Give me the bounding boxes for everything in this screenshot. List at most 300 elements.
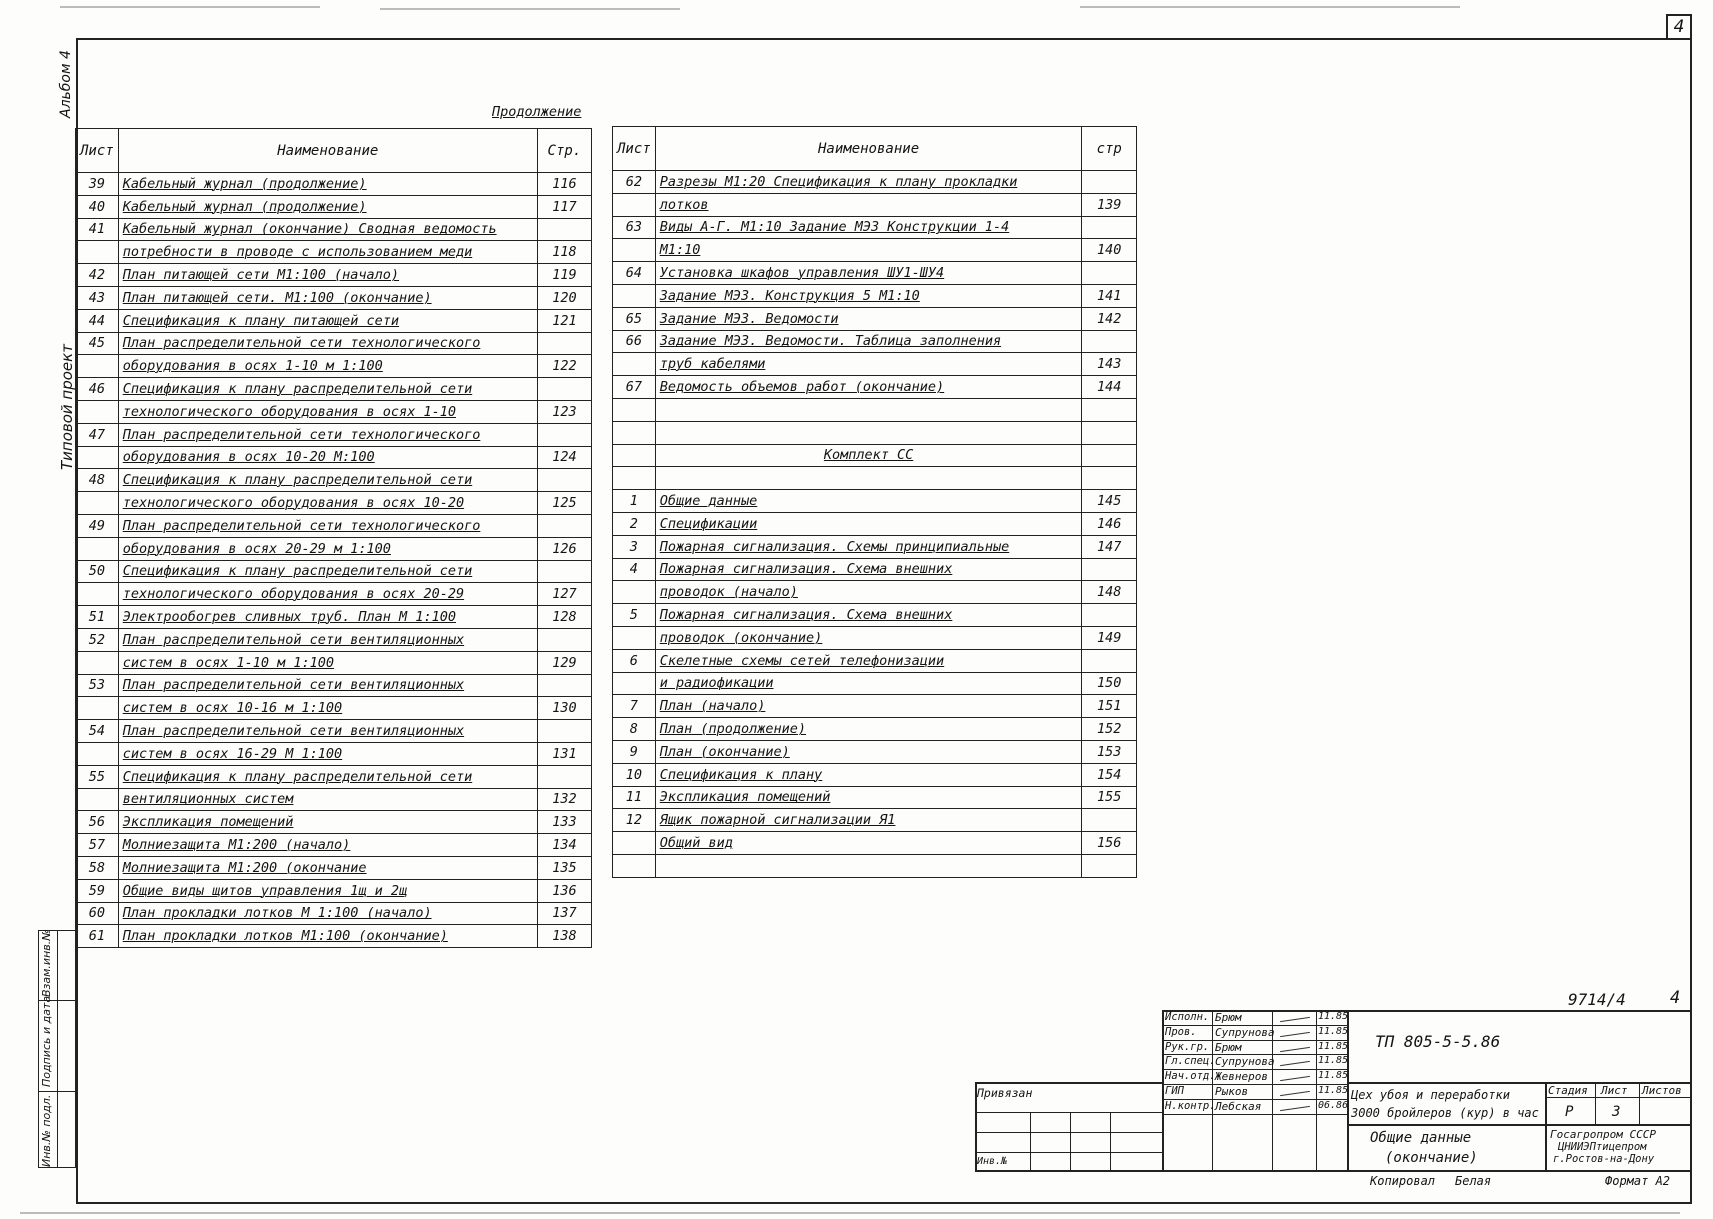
table-row	[76, 195, 592, 218]
sheet-name-cell: проводок (начало)	[655, 581, 1082, 604]
sheet-name-cell	[655, 854, 1082, 877]
page-number-cell	[537, 514, 591, 537]
signature-mark	[1280, 1017, 1310, 1022]
table-row	[613, 763, 1137, 786]
table-row	[76, 400, 592, 423]
sheets-header: Листов	[1642, 1084, 1682, 1097]
sheet-name-cell: Пожарная сигнализация. Схема внешних	[655, 558, 1082, 581]
page-number-cell: 155	[1082, 786, 1137, 809]
org-line2: ЦНИИЭПтицепром	[1558, 1141, 1647, 1153]
page-number-cell: 136	[537, 879, 591, 902]
sheet-number-cell	[76, 583, 119, 606]
sheet-name-cell: Кабельный журнал (окончание) Сводная ведомость	[118, 218, 537, 241]
page-number-cell: 152	[1082, 718, 1137, 741]
signature-mark	[1280, 1106, 1310, 1111]
page-number-cell: 148	[1082, 581, 1137, 604]
continuation-label: Продолжение	[492, 104, 582, 120]
page-number-cell: 134	[537, 834, 591, 857]
page-number-cell	[1082, 809, 1137, 832]
sheet-header: Лист	[1601, 1084, 1628, 1097]
sheet-name-cell: Спецификация к плану распределительной сети	[118, 469, 537, 492]
table-row	[76, 492, 592, 515]
sheet-name-cell: оборудования в осях 10-20 М:100	[118, 446, 537, 469]
table-row	[613, 353, 1137, 376]
sheet-value: 3	[1612, 1104, 1621, 1120]
sheet-name-cell: Электрообогрев сливных труб. План М 1:100	[118, 606, 537, 629]
table-header-row	[613, 127, 1137, 171]
format-label: Формат А2	[1605, 1174, 1671, 1188]
table-row	[76, 469, 592, 492]
page-number-cell: 128	[537, 606, 591, 629]
sheet-number-cell: 52	[76, 628, 119, 651]
person-name: Лебская	[1215, 1099, 1262, 1113]
sheet-name-cell: План распределительной сети вентиляционных	[118, 628, 537, 651]
sheet-number-cell	[76, 788, 119, 811]
page-number-cell: 138	[537, 925, 591, 948]
page-number-cell: 144	[1082, 376, 1137, 399]
table-row	[76, 423, 592, 446]
table-row	[76, 856, 592, 879]
table-row	[613, 490, 1137, 513]
sheet-number-cell	[613, 581, 656, 604]
sheet-name-cell: Задание МЭЗ. Ведомости	[655, 307, 1082, 330]
sheet-name-cell: Установка шкафов управления ШУ1-ШУ4	[655, 262, 1082, 285]
sheet-number-cell	[76, 492, 119, 515]
project-label: Типовой проект	[58, 344, 76, 470]
page-number-cell: 119	[537, 264, 591, 287]
person-date: 11.85	[1318, 1085, 1349, 1096]
page-number-cell: 153	[1082, 740, 1137, 763]
sheet-number-cell	[613, 284, 656, 307]
page-number-cell: 121	[537, 309, 591, 332]
scan-artifact	[380, 8, 680, 10]
person-date: 11.85	[1318, 1025, 1349, 1037]
sheet-number-cell: 46	[76, 378, 119, 401]
sheet-name-cell: План (продолжение)	[655, 718, 1082, 741]
table-row	[613, 626, 1137, 649]
sheet-number-cell: 63	[613, 216, 656, 239]
sheet-number-cell: 45	[76, 332, 119, 355]
table-row	[76, 355, 592, 378]
person-role: Нач.отд.	[1165, 1070, 1216, 1083]
table-row	[613, 216, 1137, 239]
table-row	[613, 444, 1137, 467]
page-number-cell: 139	[1082, 193, 1137, 216]
page-number-cell	[537, 765, 591, 788]
sheet-name-cell: План питающей сети. М1:100 (окончание)	[118, 286, 537, 309]
sheet-number-cell	[76, 697, 119, 720]
header-page: стр	[1082, 127, 1137, 171]
table-row	[613, 695, 1137, 718]
person-name: Брюм	[1215, 1040, 1242, 1054]
sheet-number-cell	[76, 241, 119, 264]
table-row	[76, 583, 592, 606]
sheet-number-cell	[613, 398, 656, 421]
copied-label: Копировал	[1370, 1174, 1436, 1188]
sheet-name-cell: Общие данные	[655, 490, 1082, 513]
title-block	[975, 1010, 1692, 1170]
sheet-name-cell: Задание МЭЗ. Конструкция 5 М1:10	[655, 284, 1082, 307]
sheet-name-cell: Спецификация к плану питающей сети	[118, 309, 537, 332]
sheet-number-cell: 2	[613, 512, 656, 535]
sheet-name-cell: План распределительной сети технологического	[118, 423, 537, 446]
sheet-number-cell	[613, 672, 656, 695]
sheet-name-cell: потребности в проводе с использованием меди	[118, 241, 537, 264]
sheet-name-cell: систем в осях 1-10 м 1:100	[118, 651, 537, 674]
sheet-number-cell	[76, 537, 119, 560]
sheet-name-cell: План прокладки лотков М 1:100 (начало)	[118, 902, 537, 925]
page-number-cell	[537, 674, 591, 697]
page-number-cell	[537, 332, 591, 355]
table-row	[613, 558, 1137, 581]
stamp-inv-label: Инв.№ подл.	[40, 1094, 53, 1167]
page-number-cell	[537, 560, 591, 583]
sheet-name-cell: технологического оборудования в осях 10-20	[118, 492, 537, 515]
person-role: Н.контр.	[1165, 1099, 1216, 1112]
sheet-name-cell: технологического оборудования в осях 20-29	[118, 583, 537, 606]
page-number-cell: 125	[537, 492, 591, 515]
table-row	[613, 398, 1137, 421]
table-row	[76, 514, 592, 537]
sheet-number-cell: 4	[613, 558, 656, 581]
contents-table-right	[612, 126, 1137, 878]
signature-mark	[1280, 1047, 1310, 1052]
sheet-name-cell: Экспликация помещений	[655, 786, 1082, 809]
table-row	[613, 649, 1137, 672]
page-number-cell: 147	[1082, 535, 1137, 558]
table-row	[76, 606, 592, 629]
person-name: Жевнеров	[1215, 1070, 1268, 1084]
object-title-line2: 3000 бройлеров (кур) в час	[1351, 1106, 1539, 1120]
sheet-number-box: 4	[1666, 14, 1692, 40]
org-line3: г.Ростов-на-Дону	[1553, 1153, 1655, 1165]
page-number-cell	[537, 218, 591, 241]
page-number-cell	[1082, 171, 1137, 194]
sheet-number-cell	[613, 421, 656, 444]
person-role: Исполн.	[1165, 1011, 1210, 1023]
table-row	[613, 809, 1137, 832]
sheet-name-cell: технологического оборудования в осях 1-10	[118, 400, 537, 423]
page-number-cell: 129	[537, 651, 591, 674]
stamp-replace-label: Взам.инв.№	[40, 929, 53, 997]
table-row	[613, 262, 1137, 285]
contents-table-left	[75, 128, 592, 948]
page-number-cell: 126	[537, 537, 591, 560]
sheet-number-cell	[76, 742, 119, 765]
person-date: 11.85	[1318, 1070, 1349, 1082]
sheet-number-cell: 41	[76, 218, 119, 241]
page-number-cell	[537, 628, 591, 651]
page-number-cell: 140	[1082, 239, 1137, 262]
sheet-number-cell: 7	[613, 695, 656, 718]
sheet-name-cell: Молниезащита М1:200 (начало)	[118, 834, 537, 857]
page-number-cell: 116	[537, 173, 591, 196]
page-number-cell: 133	[537, 811, 591, 834]
page-number-cell	[1082, 854, 1137, 877]
table-row	[76, 651, 592, 674]
sheet-number-cell: 50	[76, 560, 119, 583]
sheet-name-cell: План (окончание)	[655, 740, 1082, 763]
table-row	[613, 512, 1137, 535]
person-role: ГИП	[1165, 1085, 1184, 1097]
sheet-number-cell: 47	[76, 423, 119, 446]
sheet-name-cell: Ящик пожарной сигнализации Я1	[655, 809, 1082, 832]
table-row	[76, 309, 592, 332]
table-row	[76, 834, 592, 857]
sheet-name-cell: Разрезы М1:20 Спецификация к плану прокладки	[655, 171, 1082, 194]
sheet-number-cell: 6	[613, 649, 656, 672]
sheet-name-cell: систем в осях 16-29 М 1:100	[118, 742, 537, 765]
sheet-number-cell	[613, 467, 656, 490]
sheet-title-line2: (окончание)	[1385, 1150, 1478, 1166]
table-row	[76, 378, 592, 401]
table-row	[613, 171, 1137, 194]
sheet-name-cell: проводок (окончание)	[655, 626, 1082, 649]
sheet-number-cell	[613, 626, 656, 649]
sheet-name-cell: Кабельный журнал (продолжение)	[118, 195, 537, 218]
page-number-cell: 149	[1082, 626, 1137, 649]
sheet-name-cell	[655, 467, 1082, 490]
sheet-name-cell: Общий вид	[655, 832, 1082, 855]
page-number-cell: 127	[537, 583, 591, 606]
person-date: 11.85	[1318, 1055, 1349, 1067]
page-number-cell: 151	[1082, 695, 1137, 718]
album-label: Альбом 4	[58, 50, 74, 118]
scan-artifact	[1080, 6, 1460, 8]
sheet-number-cell: 54	[76, 720, 119, 743]
sheet-number-cell: 51	[76, 606, 119, 629]
sheet-number-cell: 59	[76, 879, 119, 902]
table-row	[76, 765, 592, 788]
page-number-cell	[537, 423, 591, 446]
table-row	[613, 376, 1137, 399]
sheet-number-cell	[76, 400, 119, 423]
person-name: Рыков	[1215, 1085, 1249, 1098]
sheet-number-cell: 65	[613, 307, 656, 330]
page-number-cell: 132	[537, 788, 591, 811]
page-number-cell: 122	[537, 355, 591, 378]
page-number-cell: 118	[537, 241, 591, 264]
sheet-number-cell: 49	[76, 514, 119, 537]
sheet-number-cell	[613, 444, 656, 467]
person-name: Брюм	[1215, 1011, 1242, 1024]
sheet-number-cell	[76, 651, 119, 674]
sheet-number-cell: 67	[613, 376, 656, 399]
table-row	[76, 537, 592, 560]
sheet-name-cell: труб кабелями	[655, 353, 1082, 376]
table-row	[613, 672, 1137, 695]
sheet-name-cell: лотков	[655, 193, 1082, 216]
person-role: Гл.спец.	[1165, 1055, 1216, 1068]
page-number-cell	[1082, 330, 1137, 353]
sheet-name-cell: вентиляционных систем	[118, 788, 537, 811]
sheet-number-cell: 61	[76, 925, 119, 948]
table-row	[613, 535, 1137, 558]
page-number-cell: 124	[537, 446, 591, 469]
sheet-name-cell: Молниезащита М1:200 (окончание	[118, 856, 537, 879]
sheet-name-cell: Общие виды щитов управления 1щ и 2щ	[118, 879, 537, 902]
scan-artifact	[60, 6, 320, 8]
sheet-name-cell: оборудования в осях 20-29 м 1:100	[118, 537, 537, 560]
table-row	[76, 264, 592, 287]
page-number-cell: 143	[1082, 353, 1137, 376]
page-number-cell	[1082, 262, 1137, 285]
table-row	[76, 628, 592, 651]
sheet-number-cell: 3	[613, 535, 656, 558]
sheet-number-cell: 8	[613, 718, 656, 741]
sheet-name-cell: План питающей сети М1:100 (начало)	[118, 264, 537, 287]
sheet-number-cell: 11	[613, 786, 656, 809]
sheet-name-cell: Виды А-Г. М1:10 Задание МЭЗ Конструкции 1-4	[655, 216, 1082, 239]
sheet-number-cell: 58	[76, 856, 119, 879]
sheet-number-cell: 60	[76, 902, 119, 925]
sheet-number-cell: 64	[613, 262, 656, 285]
sheet-name-cell: М1:10	[655, 239, 1082, 262]
margin-stamp	[38, 930, 76, 1168]
table-row	[613, 330, 1137, 353]
table-row	[613, 193, 1137, 216]
table-row	[613, 421, 1137, 444]
signature-mark	[1280, 1091, 1310, 1096]
page-number-cell: 117	[537, 195, 591, 218]
copier-name: Белая	[1455, 1174, 1492, 1188]
table-row	[613, 239, 1137, 262]
org-line1: Госагропром СССР	[1550, 1128, 1656, 1141]
sheet-number-cell: 55	[76, 765, 119, 788]
sheet-number-cell: 39	[76, 173, 119, 196]
stamp-signature-label: Подпись и дата	[40, 995, 53, 1087]
stage-value: Р	[1565, 1104, 1574, 1120]
sheet-name-cell: систем в осях 10-16 м 1:100	[118, 697, 537, 720]
table-row	[76, 560, 592, 583]
sheet-number-cell: 53	[76, 674, 119, 697]
table-row	[76, 674, 592, 697]
person-date: 11.85	[1318, 1040, 1349, 1052]
sheet-number-cell: 12	[613, 809, 656, 832]
sheet-number-cell: 10	[613, 763, 656, 786]
person-name: Супрунова	[1215, 1055, 1275, 1069]
table-row	[76, 241, 592, 264]
sheet-name-cell	[655, 421, 1082, 444]
person-date: 06.86	[1318, 1099, 1349, 1111]
page-number-cell	[1082, 216, 1137, 239]
sheet-name-cell: Ведомость объемов работ (окончание)	[655, 376, 1082, 399]
sheet-name-cell	[655, 398, 1082, 421]
sheet-name-cell: Спецификация к плану распределительной сети	[118, 378, 537, 401]
table-row	[613, 832, 1137, 855]
sheet-name-cell: и радиофикации	[655, 672, 1082, 695]
header-name: Наименование	[655, 127, 1082, 171]
person-role: Пров.	[1165, 1025, 1197, 1038]
page-number-cell: 154	[1082, 763, 1137, 786]
page-number-cell: 145	[1082, 490, 1137, 513]
table-row	[76, 902, 592, 925]
inv-label: Инв.№	[977, 1156, 1008, 1167]
page-number-cell: 142	[1082, 307, 1137, 330]
page-number-cell	[1082, 421, 1137, 444]
header-sheet: Лист	[76, 129, 119, 173]
page-number-cell	[1082, 558, 1137, 581]
table-row	[613, 718, 1137, 741]
table-row	[76, 173, 592, 196]
sheet-number-cell	[76, 355, 119, 378]
sheet-number-cell: 62	[613, 171, 656, 194]
table-row	[76, 286, 592, 309]
sheet-number-cell	[613, 854, 656, 877]
page-number-cell	[1082, 467, 1137, 490]
sheet-name-cell: План распределительной сети технологического	[118, 514, 537, 537]
sheet-name-cell: Спецификация к плану распределительной сети	[118, 560, 537, 583]
sheet-number-cell: 9	[613, 740, 656, 763]
table-row	[613, 854, 1137, 877]
signature-mark	[1280, 1032, 1310, 1037]
page-number-cell: 130	[537, 697, 591, 720]
table-row	[613, 284, 1137, 307]
page-number-cell	[1082, 444, 1137, 467]
page-number-cell	[1082, 398, 1137, 421]
page-number-cell	[1082, 604, 1137, 627]
sheet-name-cell: План распределительной сети вентиляционных	[118, 720, 537, 743]
page-number-cell: 123	[537, 400, 591, 423]
sheet-number-cell	[613, 832, 656, 855]
section-title-cell: Комплект СС	[655, 444, 1082, 467]
table-row	[76, 879, 592, 902]
sheet-number-cell: 42	[76, 264, 119, 287]
table-header-row	[76, 129, 592, 173]
page-number-cell: 156	[1082, 832, 1137, 855]
sheet-number-cell: 5	[613, 604, 656, 627]
table-row	[76, 446, 592, 469]
doc-code: 9714/4	[1568, 990, 1626, 1009]
table-row	[76, 811, 592, 834]
sheet-name-cell: Экспликация помещений	[118, 811, 537, 834]
sheet-number-cell	[613, 239, 656, 262]
sheet-title-line1: Общие данные	[1370, 1130, 1472, 1146]
table-row	[613, 467, 1137, 490]
sheet-name-cell: Спецификация к плану	[655, 763, 1082, 786]
sheet-number-cell: 57	[76, 834, 119, 857]
page-number-cell	[537, 720, 591, 743]
table-row	[613, 740, 1137, 763]
sheet-name-cell: Пожарная сигнализация. Схема внешних	[655, 604, 1082, 627]
sheet-name-cell: План (начало)	[655, 695, 1082, 718]
person-date: 11.85	[1318, 1011, 1349, 1022]
table-row	[76, 788, 592, 811]
sheet-number-cell: 44	[76, 309, 119, 332]
person-name: Супрунова	[1215, 1025, 1275, 1039]
sheet-name-cell: Задание МЭЗ. Ведомости. Таблица заполнения	[655, 330, 1082, 353]
signature-mark	[1280, 1076, 1310, 1081]
stage-header: Стадия	[1548, 1084, 1588, 1097]
table-row	[76, 925, 592, 948]
table-row	[613, 786, 1137, 809]
page-number-cell: 141	[1082, 284, 1137, 307]
page-number-cell: 135	[537, 856, 591, 879]
table-row	[76, 697, 592, 720]
table-row	[76, 720, 592, 743]
table-row	[613, 581, 1137, 604]
sheet-number-cell: 40	[76, 195, 119, 218]
page-number-cell	[1082, 649, 1137, 672]
page-number-cell	[537, 378, 591, 401]
sheet-name-cell: План распределительной сети вентиляционных	[118, 674, 537, 697]
designation: ТП 805-5-5.86	[1375, 1032, 1501, 1051]
sheet-number-cell	[613, 193, 656, 216]
page-number-cell: 146	[1082, 512, 1137, 535]
sheet-name-cell: Скелетные схемы сетей телефонизации	[655, 649, 1082, 672]
header-sheet: Лист	[613, 127, 656, 171]
sheet-name-cell: Спецификации	[655, 512, 1082, 535]
